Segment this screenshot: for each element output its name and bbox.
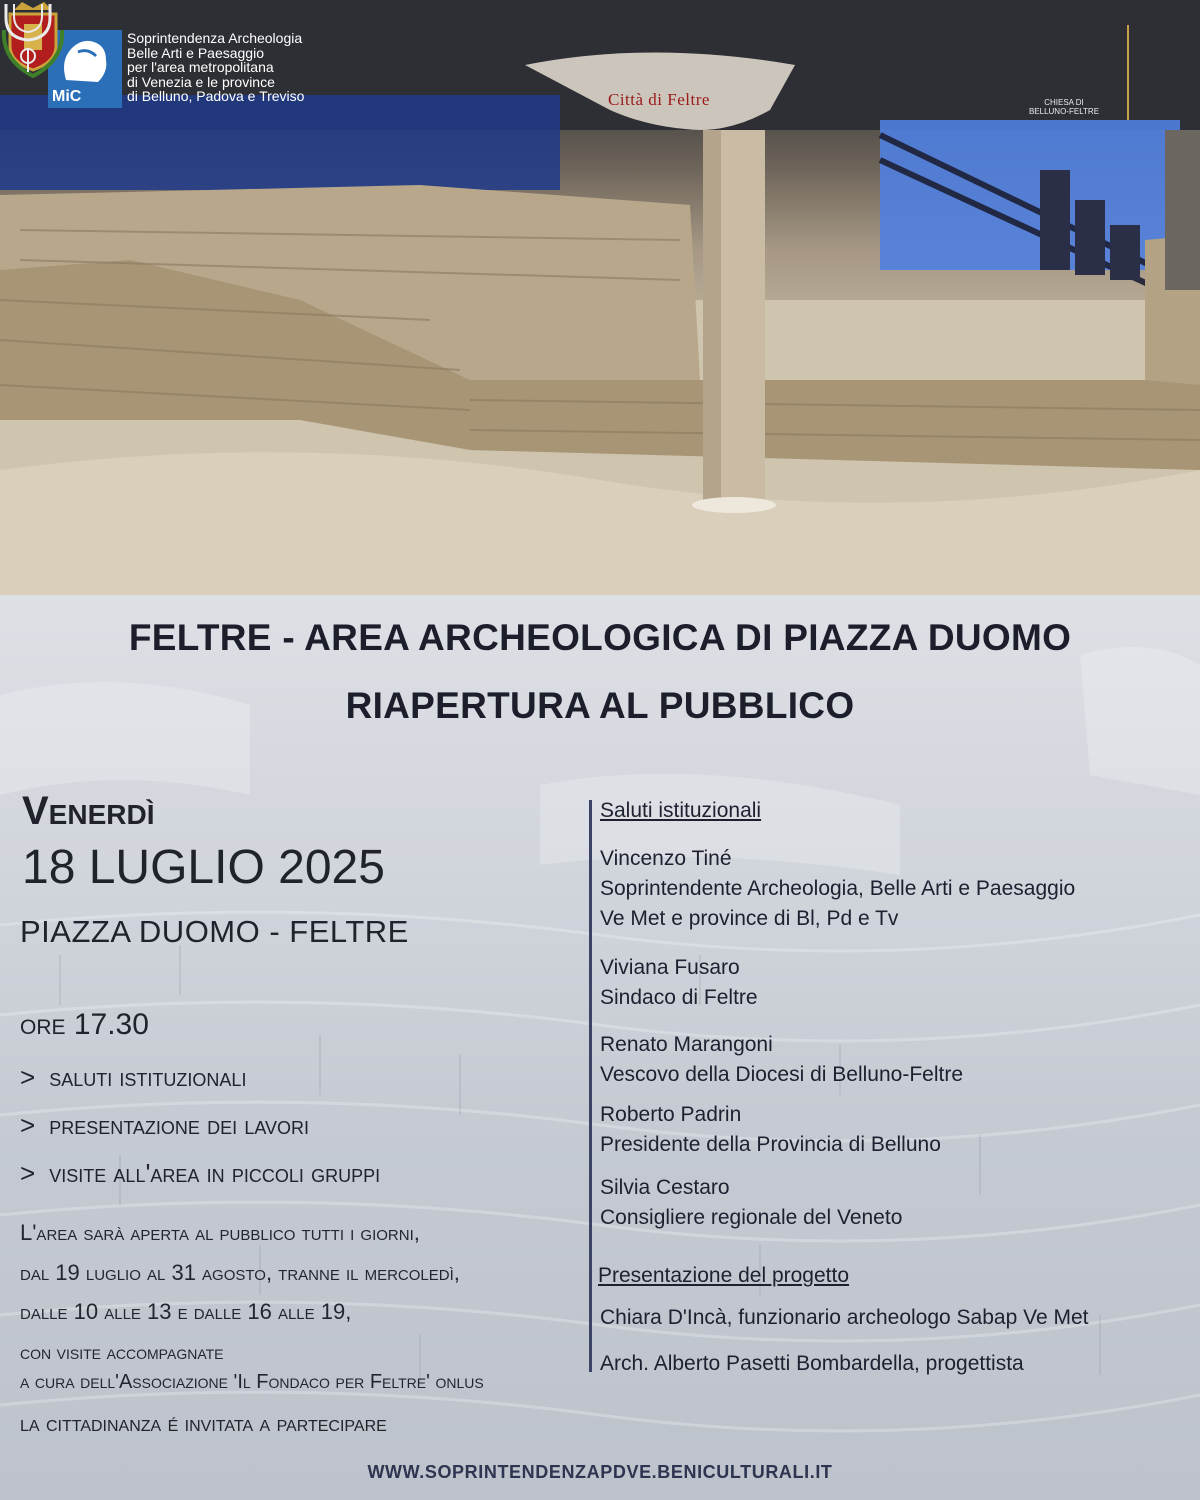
church-name [1026, 98, 1102, 116]
program-item-label: visite all'area in piccoli gruppi [49, 1158, 381, 1188]
speaker-name: Silvia Cestaro [600, 1176, 730, 1199]
event-title: FELTRE - AREA ARCHEOLOGICA DI PIAZZA DUOMO [128, 617, 1072, 658]
speaker-role: Sindaco di Feltre [600, 986, 758, 1009]
opening-info-line: dalle 10 alle 13 e dalle 16 alle 19, [20, 1299, 352, 1324]
speaker-name: Renato Marangoni [600, 1033, 773, 1056]
mic-mark: MiC [52, 88, 82, 105]
chevron-right-icon: > [20, 1062, 36, 1092]
program-item-label: saluti istituzionali [49, 1062, 247, 1092]
speaker-role: Presidente della Provincia di Belluno [600, 1133, 941, 1156]
church-name-line: BELLUNO-FELTRE [1028, 107, 1100, 116]
speaker [600, 844, 1075, 934]
soprintendenza-line: Soprintendenza Archeologia [127, 30, 303, 46]
opening-info-line: L'area sarà aperta al pubblico tutti i giorni, [20, 1220, 420, 1245]
project-presenter: Chiara D'Incà, funzionario archeologo Sabap Ve Met [600, 1306, 1089, 1329]
opening-info-line: dal 19 luglio al 31 agosto, tranne il mercoledì, [20, 1260, 460, 1285]
speaker [600, 953, 758, 1013]
chiesa-chalice-icon [0, 0, 56, 76]
speaker-name: Vincenzo Tiné [600, 847, 732, 870]
soprintendenza-line: di Belluno, Padova e Treviso [127, 88, 305, 105]
project-heading: Presentazione del progetto [598, 1264, 850, 1287]
speaker [600, 1100, 941, 1160]
speaker-name: Roberto Padrin [600, 1103, 742, 1126]
chevron-right-icon: > [20, 1110, 36, 1140]
speaker [600, 1030, 963, 1090]
program-item [20, 1062, 246, 1093]
soprintendenza-name [127, 31, 304, 104]
opening-info-line: con visite accompagnate [20, 1342, 224, 1364]
city-name: Città di Feltre [608, 90, 710, 109]
event-subtitle: RIAPERTURA AL PUBBLICO [345, 685, 855, 726]
soprintendenza-line: Belle Arti e Paesaggio [127, 44, 264, 61]
speaker-name: Viviana Fusaro [600, 956, 740, 979]
chevron-right-icon: > [20, 1158, 36, 1188]
speaker-role: Vescovo della Diocesi di Belluno-Feltre [600, 1063, 964, 1086]
speaker-role: Consigliere regionale del Veneto [600, 1206, 903, 1229]
greetings-heading: Saluti istituzionali [600, 799, 762, 822]
column-divider [589, 800, 592, 1372]
invitation-note: la cittadinanza é invitata a partecipare [20, 1410, 387, 1436]
program-item [20, 1158, 380, 1189]
speaker [600, 1173, 902, 1233]
speaker-role: Soprintendente Archeologia, Belle Arti e Paesaggio [600, 877, 1076, 900]
soprintendenza-line: di Venezia e le province [127, 73, 275, 90]
program-item-label: presentazione dei lavori [49, 1110, 310, 1140]
event-date: 18 LUGLIO 2025 [22, 841, 385, 894]
event-place: PIAZZA DUOMO - FELTRE [20, 914, 409, 949]
archaeological-site-photo [0, 0, 1200, 595]
program-item [20, 1110, 309, 1141]
event-day: Venerdì [22, 789, 155, 833]
logo-divider [1127, 25, 1129, 120]
event-time: ore 17.30 [20, 1008, 149, 1041]
opening-info-line: a cura dell'Associazione 'Il Fondaco per Feltre' onlus [20, 1371, 484, 1393]
website-link[interactable]: WWW.SOPRINTENDENZAPDVE.BENICULTURALI.IT [367, 1462, 833, 1482]
church-name-line: CHIESA DI [1044, 98, 1084, 107]
project-presenter: Arch. Alberto Pasetti Bombardella, progettista [600, 1352, 1024, 1375]
speaker-role: Ve Met e province di Bl, Pd e Tv [600, 907, 899, 930]
soprintendenza-line: per l'area metropolitana [127, 59, 274, 76]
